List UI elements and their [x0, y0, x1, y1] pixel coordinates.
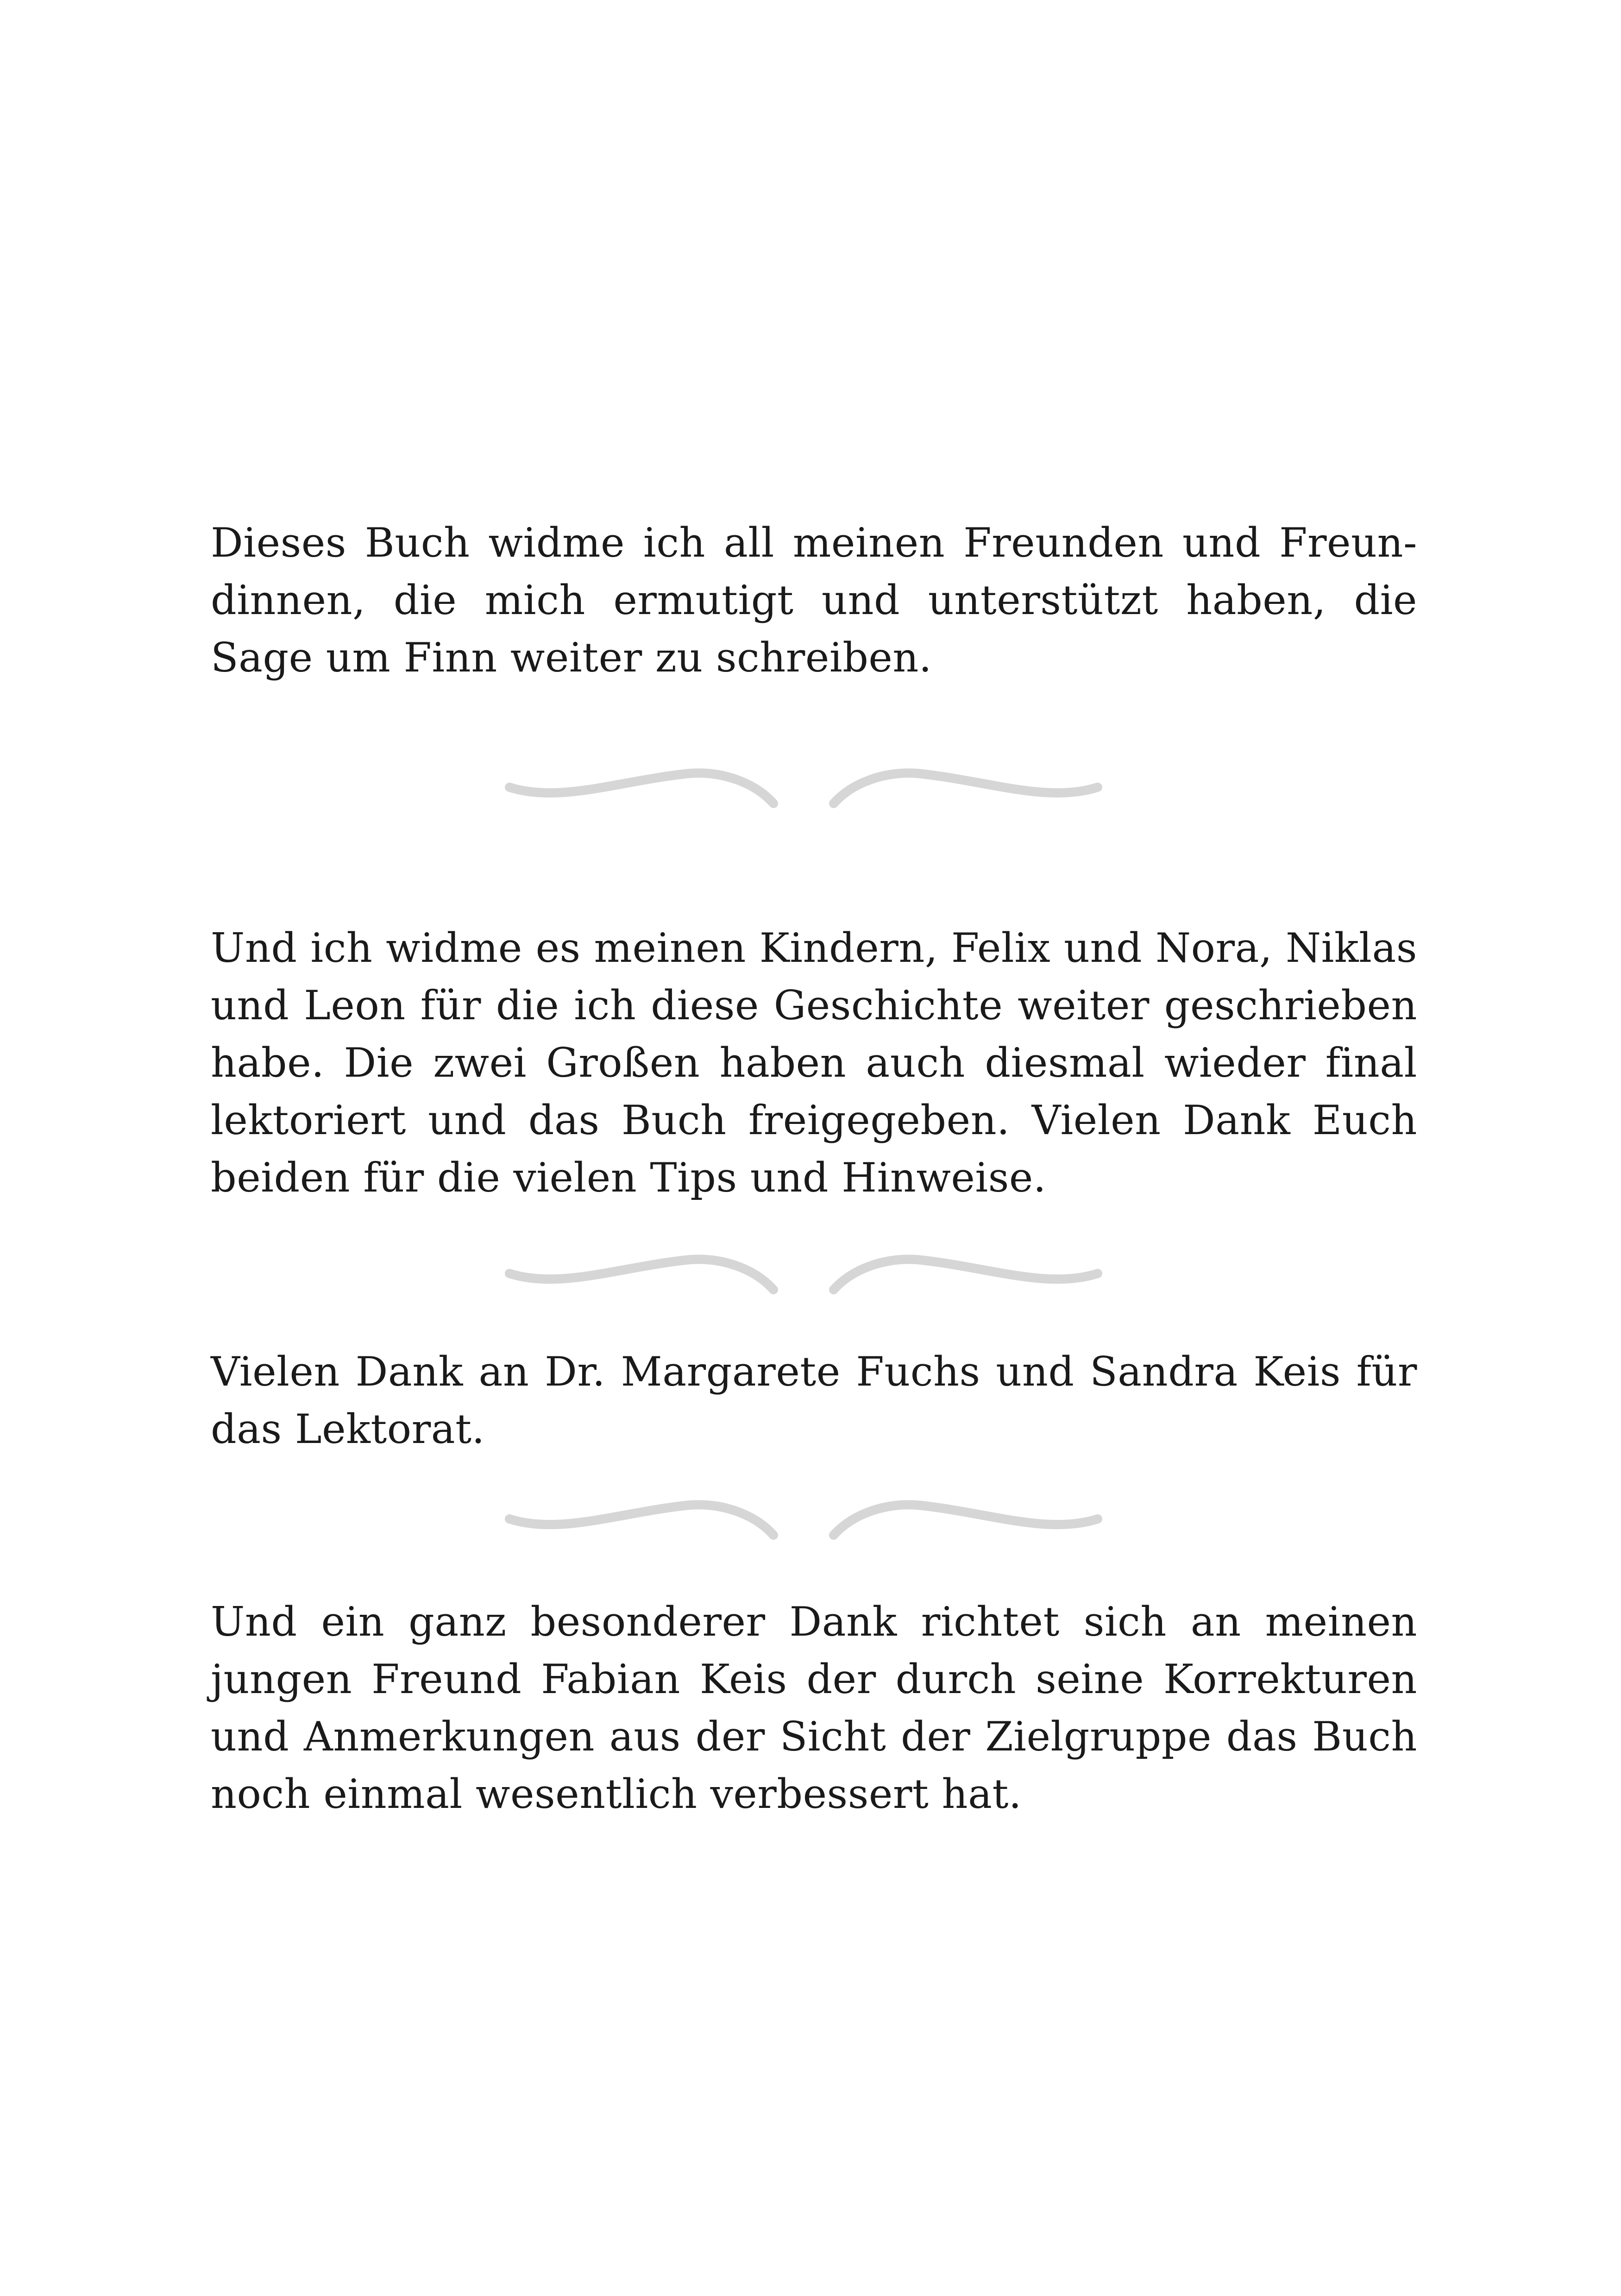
paragraph-line: lektoriert und das Buch freigegeben. Vielen Dank Euch: [211, 1097, 1417, 1144]
paragraph-line: jungen Freund Fabian Keis der durch seine Korrekturen: [211, 1656, 1417, 1703]
flourish-divider-svg: [505, 1491, 1102, 1542]
dedication-paragraph-3: [211, 1343, 1417, 1458]
flourish-divider-icon: [505, 759, 1102, 810]
paragraph-line: Dieses Buch widme ich all meinen Freunden und Freun-: [211, 519, 1417, 566]
paragraph-line: beiden für die vielen Tips und Hinweise.: [211, 1154, 1047, 1201]
paragraph-line: und Anmerkungen aus der Sicht der Zielgruppe das Buch: [211, 1713, 1417, 1760]
paragraph-line: Sage um Finn weiter zu schreiben.: [211, 634, 932, 681]
paragraph-line: Und ich widme es meinen Kindern, Felix und Nora, Niklas: [211, 924, 1417, 972]
flourish-divider-svg: [505, 759, 1102, 810]
flourish-divider-icon: [505, 1491, 1102, 1542]
flourish-divider-svg: [505, 1246, 1102, 1297]
paragraph-line: das Lektorat.: [211, 1405, 485, 1453]
paragraph-line: Und ein ganz besonderer Dank richtet sich an meinen: [211, 1598, 1417, 1645]
dedication-paragraph-4: [211, 1593, 1417, 1823]
paragraph-line: noch einmal wesentlich verbessert hat.: [211, 1770, 1022, 1818]
flourish-divider-icon: [505, 1246, 1102, 1297]
paragraph-line: habe. Die zwei Großen haben auch diesmal wieder final: [211, 1039, 1417, 1086]
dedication-paragraph-2: [211, 919, 1417, 1206]
paragraph-line: Vielen Dank an Dr. Margarete Fuchs und Sandra Keis für: [211, 1348, 1417, 1395]
dedication-paragraph-1: [211, 514, 1417, 686]
paragraph-line: dinnen, die mich ermutigt und unterstützt haben, die: [211, 577, 1417, 624]
paragraph-line: und Leon für die ich diese Geschichte weiter geschrieben: [211, 982, 1417, 1029]
